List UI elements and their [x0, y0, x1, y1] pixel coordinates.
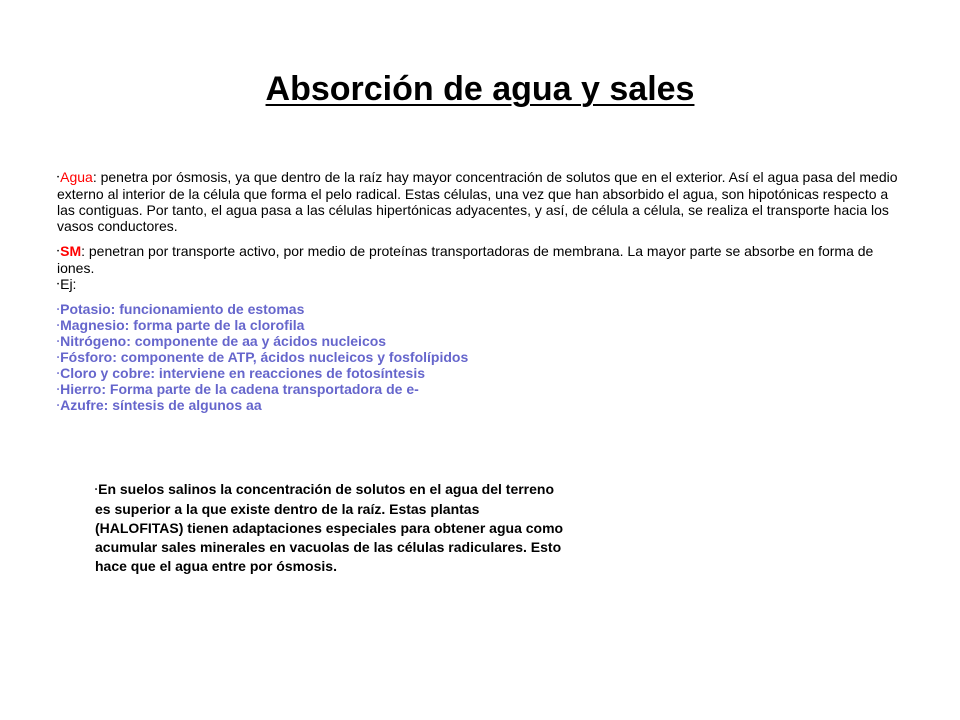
elements-list: [57, 302, 907, 414]
agua-paragraph: [57, 169, 907, 234]
bullet-icon: •: [57, 339, 60, 345]
bullet-icon: •: [57, 175, 60, 181]
bullet-icon: •: [57, 387, 60, 393]
element-item-cloro-cobre: •Cloro y cobre: interviene en reacciones de fotosíntesis: [57, 365, 425, 381]
bullet-icon: •: [57, 249, 60, 255]
sm-term: SM: [60, 243, 82, 259]
bullet-icon: •: [57, 355, 60, 361]
bullet-icon: •: [57, 323, 60, 329]
element-item-nitrogeno: •Nitrógeno: componente de aa y ácidos nucleicos: [57, 333, 387, 349]
slide-body: [57, 169, 907, 414]
agua-term: Agua: [60, 169, 93, 185]
halofitas-text: En suelos salinos la concentración de solutos en el agua del terreno es superior a la que existe dentro de la raíz. Estas plantas (HALOFITAS) tienen adaptaciones especiales para obtener agua como acumular sales minerales en vacuolas de las células radiculares. Esto hace que el agua entre por ósmosis.: [95, 481, 564, 574]
bullet-icon: •: [95, 487, 98, 493]
bullet-icon: •: [57, 307, 60, 313]
element-item-hierro: •Hierro: Forma parte de la cadena transportadora de e-: [57, 381, 419, 397]
slide-title: Absorción de agua y sales: [265, 70, 695, 108]
halofitas-paragraph: [95, 480, 565, 576]
sm-paragraph: [57, 243, 907, 276]
ej-label: Ej:: [60, 276, 77, 292]
element-item-fosforo: •Fósforo: componente de ATP, ácidos nucleicos y fosfolípidos: [57, 349, 469, 365]
bullet-icon: •: [57, 282, 60, 288]
agua-text: : penetra por ósmosis, ya que dentro de la raíz hay mayor concentración de solutos que en el exterior. Así el agua pasa del medio externo al interior de la célula que forma el pelo radical. Estas células, una vez que han absorbido el agua, son hipotónicas respecto a las contiguas. Por tanto, el agua pasa a las células hipertónicas adyacentes, y así, de célula a célula, se realiza el transporte hacia los vasos conductores.: [57, 169, 898, 234]
bullet-icon: •: [57, 371, 60, 377]
element-item-azufre: •Azufre: síntesis de algunos aa: [57, 397, 262, 413]
sm-text: : penetran por transporte activo, por medio de proteínas transportadoras de membrana. La mayor parte se absorbe en forma de iones.: [57, 243, 874, 276]
ej-line: [57, 276, 907, 293]
element-item-magnesio: •Magnesio: forma parte de la clorofila: [57, 317, 305, 333]
bullet-icon: •: [57, 403, 60, 409]
element-item-potasio: •Potasio: funcionamiento de estomas: [57, 301, 305, 317]
